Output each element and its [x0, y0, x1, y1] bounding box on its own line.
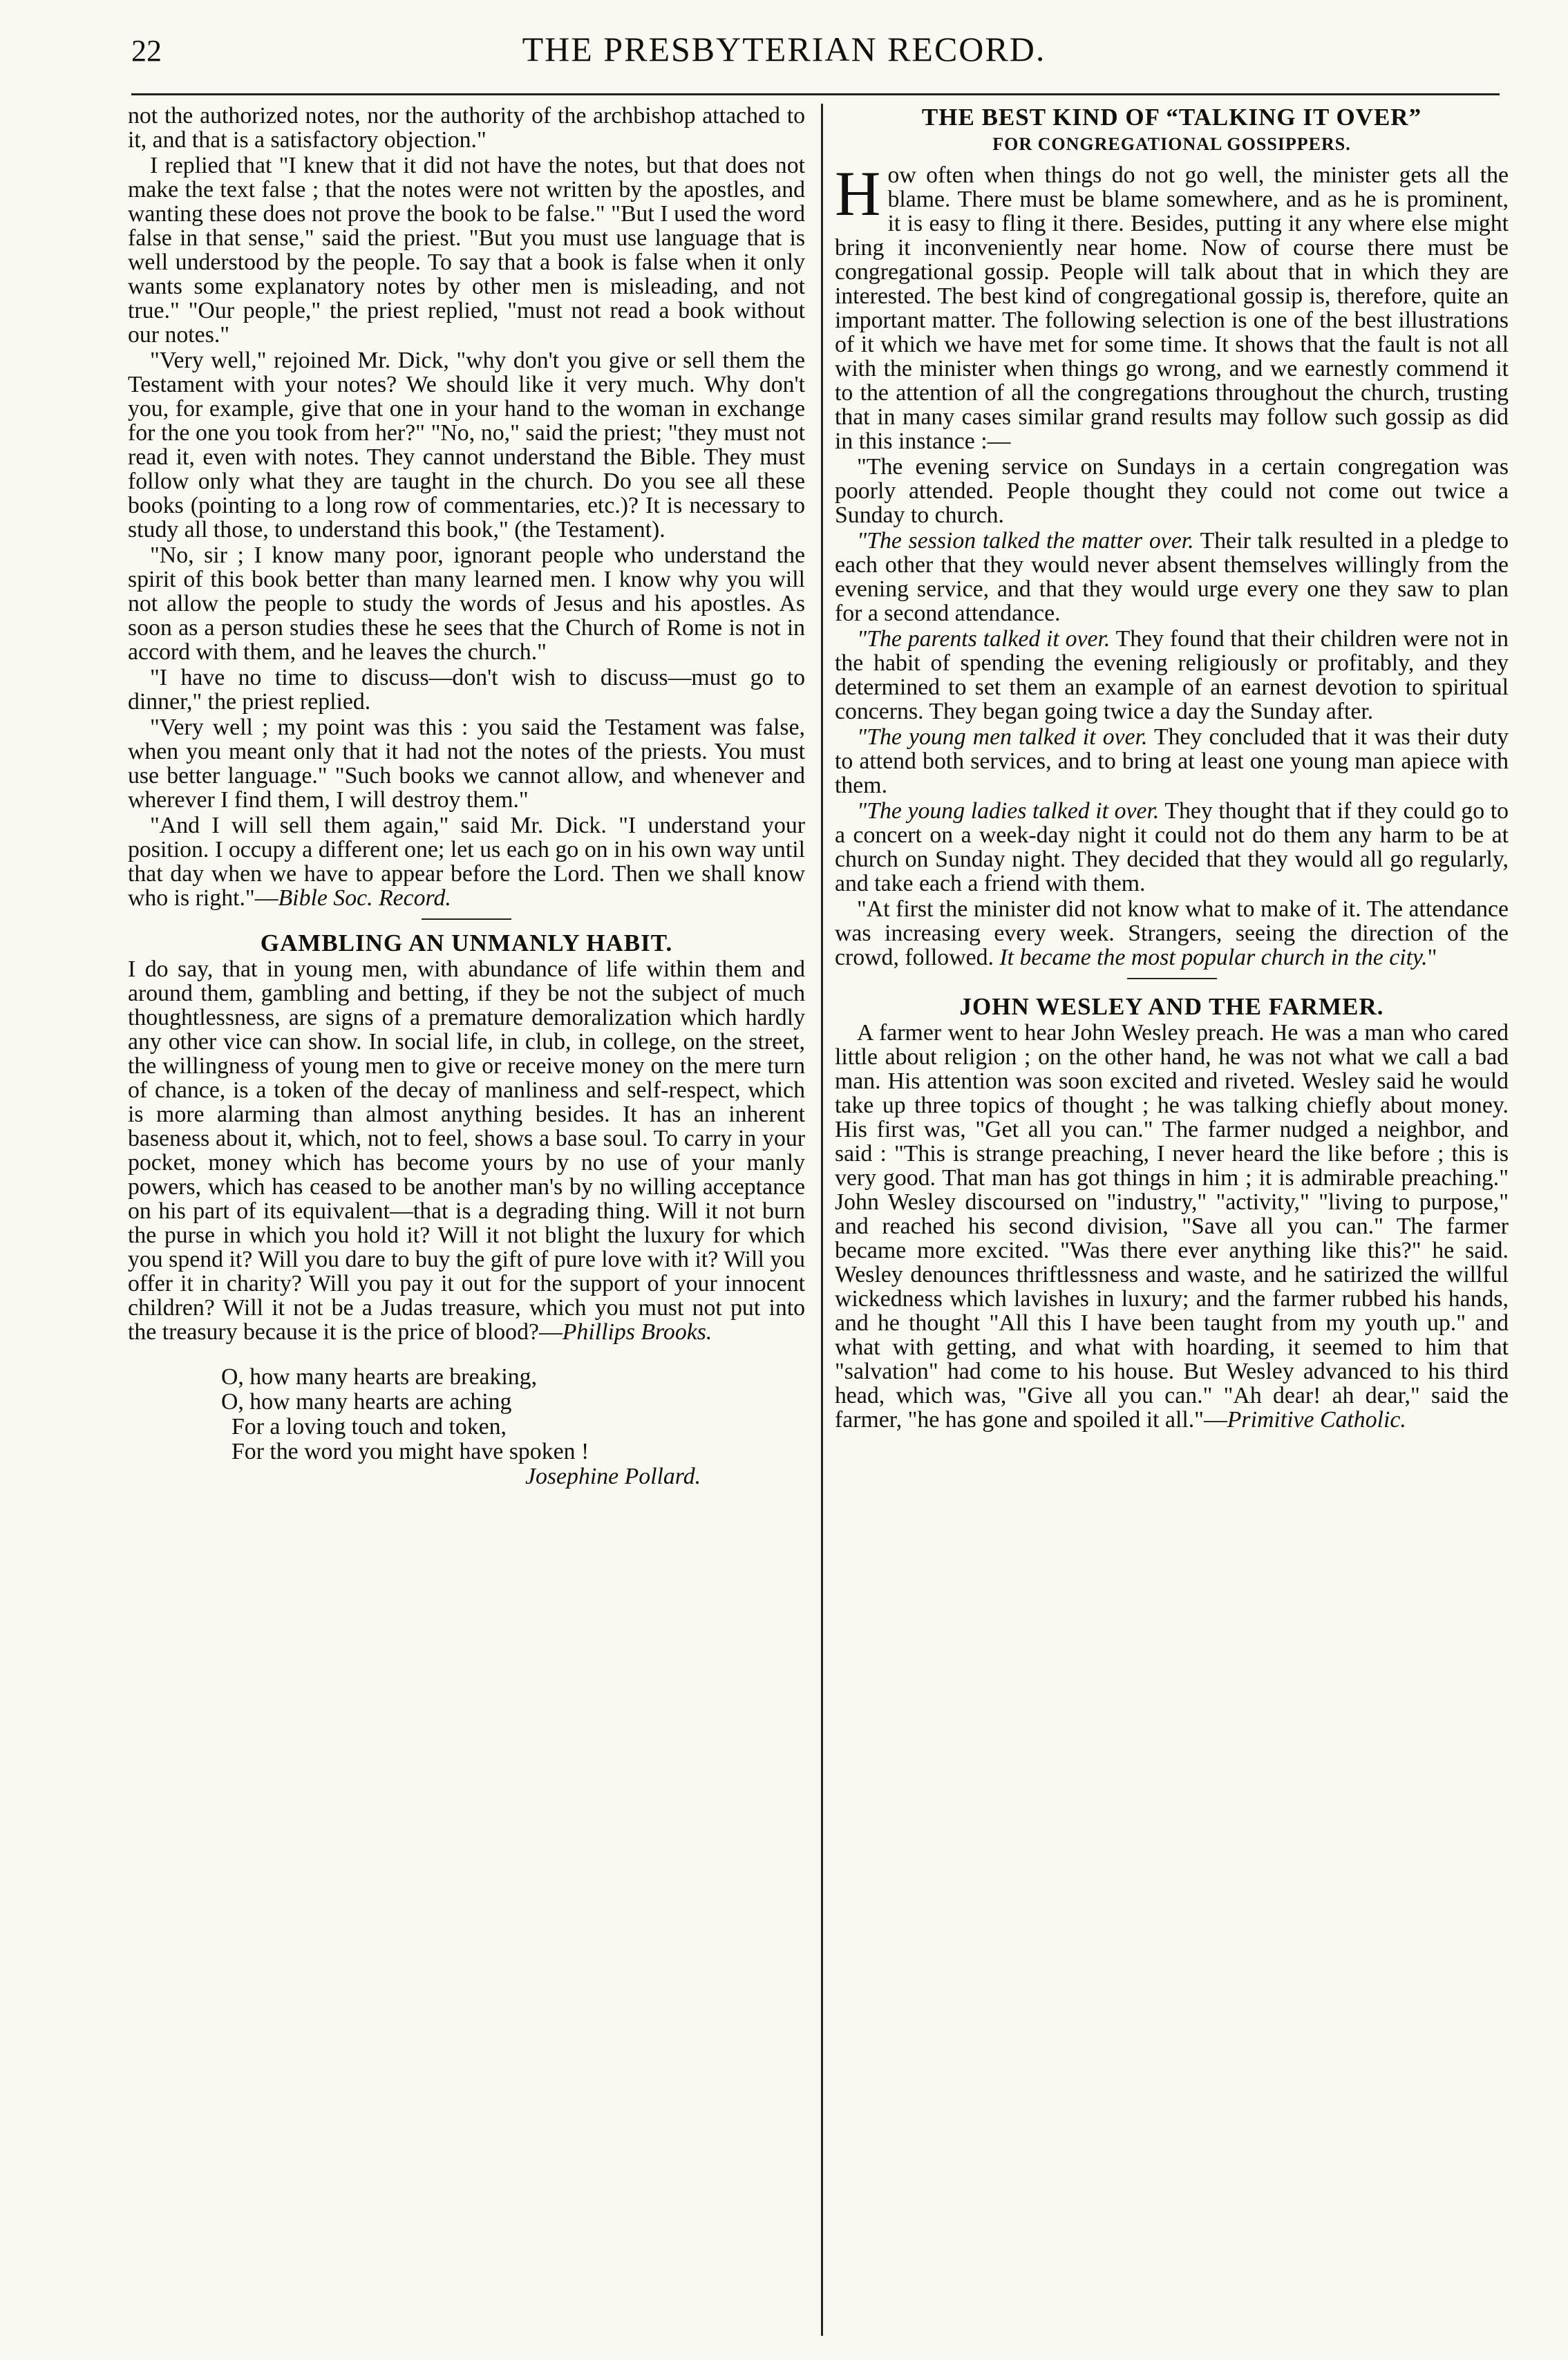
talking-text: They concluded that it was their duty to attend both services, and to bring at least one young man apiece with them.	[835, 724, 1509, 798]
poem-line: For a loving touch and token,	[232, 1414, 507, 1439]
talking-paragraph	[835, 725, 1509, 797]
talking-text: They found that their children were not in the habit of spending the evening religiously or profitably, and they determined to set them an example of an earnest devotion to spiritual concerns. They began going twice a day the Sunday after.	[835, 626, 1509, 724]
header-rule	[131, 93, 1500, 95]
drop-cap: H	[835, 158, 881, 229]
right-column	[835, 104, 1509, 2350]
article-continued-paragraph: not the authorized notes, nor the authority of the archbishop attached to it, and that is a satisfactory objection."	[128, 104, 805, 153]
poem-line: O, how many hearts are aching	[221, 1389, 512, 1415]
journal-title: THE PRESBYTERIAN RECORD.	[522, 30, 1046, 68]
talking-emphasis: It became the most popular church in the city.	[999, 945, 1428, 970]
talking-text: "At first the minister did not know what to make of it. The attendance was increasing every week. Strangers, seeing the direction of the crowd, followed.	[835, 896, 1509, 970]
talking-title: THE BEST KIND OF “TALKING IT OVER”	[921, 104, 1422, 131]
wesley-text: A farmer went to hear John Wesley preach. He was a man who cared little about religion ; on the other hand, he was not what we call a bad man. His attention was soon excited and riveted. Wesley said he would take up three topics of thought ; he was talking chiefly about money. His first was, "Get all you can." The farmer nudged a neighbor, and said : "This is strange preaching, I never heard the like before ; this is very good. That man has got things in him ; it is admirable preaching." John Wesley discoursed on "industry," "activity," "living to purpose," and reached his second division, "Save all you can." The farmer became more excited. "Was there ever anything like this?" he said. Wesley denounces thriftlessness and waste, and he satirized the willful wickedness which lavishes in luxury; and the farmer rubbed his hands, and he thought "All this I have been taught from my youth up." and what with getting, and what with hoarding, it seemed to him that "salvation" had come to his house. But Wesley advanced to his third head, which was, "Give all you can." "Ah dear! ah dear," said the farmer, "he has gone and spoiled it all."—	[835, 1020, 1509, 1433]
article-text: "And I will sell them again," said Mr. Dick. "I understand your position. I occupy a different one; let us each go on in his own way until that day when we have to appear before the Lord. Then we shall know who is right."—	[128, 813, 805, 911]
talking-emphasis: "The parents talked it over.	[857, 626, 1111, 652]
gambling-source: Phillips Brooks.	[562, 1319, 712, 1345]
article-paragraph: "No, sir ; I know many poor, ignorant people who understand the spirit of this book better than many learned men. I know why you will not allow the people to study the words of Jesus and his apostles. As soon as a person studies these he sees that the Church of Rome is not in accord with them, and he leaves the church."	[128, 542, 805, 665]
page-header	[0, 0, 1568, 104]
article-paragraph: I replied that "I knew that it did not have the notes, but that does not make the text false ; that the notes were not written by the apostles, and wanting these does not prove the book to be false." "But I used the word false in that sense," said the priest. "But you must use language that is well understood by the people. To say that a book is false when it only wants some explanatory notes by other men is misleading, and not true." "Our people," the priest replied, "must not read a book without our notes."	[128, 153, 805, 348]
talking-paragraph	[835, 627, 1509, 724]
talking-emphasis: "The session talked the matter over.	[857, 528, 1194, 554]
poem-line: For the word you might have spoken !	[232, 1439, 589, 1464]
wesley-paragraph	[835, 1021, 1509, 1432]
left-column	[128, 104, 805, 2350]
talking-intro-text: ow often when things do not go well, the minister gets all the blame. There must be blame somewhere, and as he is prominent, it is easy to fling it there. Besides, putting it any where else might bring it inconveniently near home. Now of course there must be congregational gossip. People will talk about that in which they are interested. The best kind of congregational gossip is, therefore, quite an important matter. The following selection is one of the best illustrations of it which we have met for some time. It shows that the fault is not all with the minister when things go wrong, and we earnestly commend it to the attention of all the congregations throughout the church, trusting that in many cases similar grand results may follow such gossip as did in this instance :—	[835, 162, 1509, 454]
poem-line: O, how many hearts are breaking,	[221, 1364, 538, 1390]
talking-text: They thought that if they could go to a concert on a week-day night it could not do them any harm to be at church on Sunday night. They decided that they would all go regularly, and take each a friend with them.	[835, 798, 1509, 896]
page-number: 22	[131, 34, 162, 68]
article-source: Bible Soc. Record.	[278, 885, 451, 911]
talking-intro-paragraph	[835, 158, 1509, 454]
article-paragraph	[128, 813, 805, 910]
section-rule	[1127, 978, 1217, 979]
talking-emphasis: "The young ladies talked it over.	[857, 798, 1160, 824]
gambling-title: GAMBLING AN UNMANLY HABIT.	[260, 929, 673, 956]
poem-author: Josephine Pollard.	[525, 1464, 701, 1489]
column-divider	[821, 104, 823, 2336]
talking-paragraph	[835, 897, 1509, 970]
closing-quote: "	[1427, 945, 1437, 970]
article-paragraph: "Very well," rejoined Mr. Dick, "why don't you give or sell them the Testament with your notes? We should like it very much. Why don't you, for example, give that one in your hand to the woman in exchange for the one you took from her?" "No, no," said the priest; "they must not read it, even with notes. They cannot understand the Bible. They must follow only what they are taught in the church. Do you see all these books (pointing to a long row of commentaries, etc.)? It is necessary to study all those, to understand this book," (the Testament).	[128, 348, 805, 542]
article-paragraph: "I have no time to discuss—don't wish to discuss—must go to dinner," the priest replied.	[128, 665, 805, 715]
talking-subtitle: FOR CONGREGATIONAL GOSSIPPERS.	[992, 134, 1351, 154]
talking-paragraph: "The evening service on Sundays in a certain congregation was poorly attended. People thought they could not come out twice a Sunday to church.	[835, 454, 1509, 528]
talking-paragraph	[835, 799, 1509, 896]
talking-emphasis: "The young men talked it over.	[857, 724, 1148, 750]
poem	[128, 1365, 805, 1489]
talking-paragraph	[835, 529, 1509, 625]
article-paragraph: "Very well ; my point was this : you said the Testament was false, when you meant only that it had not the notes of the priests. You must use better language." "Such books we cannot allow, and whenever and wherever I find them, I will destroy them."	[128, 715, 805, 813]
gambling-text: I do say, that in young men, with abundance of life within them and around them, gambling and betting, if they be not the subject of much thoughtlessness, are signs of a premature demoralization which hardly any other vice can show. In social life, in club, in college, on the street, the willingness of young men to give or receive money on the mere turn of chance, is a token of the decay of manliness and self-respect, which is more alarming than almost anything besides. It has an inherent baseness about it, which, not to feel, shows a base soul. To carry in your pocket, money which has become yours by no use of your manly powers, which has ceased to be another man's by no willing acceptance on his part of its equivalent—that is a degrading thing. Will it not burn the purse in which you hold it? Will it not blight the luxury for which you spend it? Will you dare to buy the gift of pure love with it? Will you offer it in charity? Will you pay it out for the support of your innocent children? Will it not be a Judas treasure, which you must not put into the treasury because it is the price of blood?—	[128, 956, 805, 1345]
gambling-paragraph	[128, 957, 805, 1344]
wesley-source: Primitive Catholic.	[1227, 1407, 1406, 1433]
wesley-title: JOHN WESLEY AND THE FARMER.	[959, 993, 1384, 1020]
section-rule	[422, 918, 511, 920]
talking-text: Their talk resulted in a pledge to each other that they would never absent themselves willingly from the evening service, and that they would urge every one they saw to plan for a second attendance.	[835, 528, 1509, 626]
